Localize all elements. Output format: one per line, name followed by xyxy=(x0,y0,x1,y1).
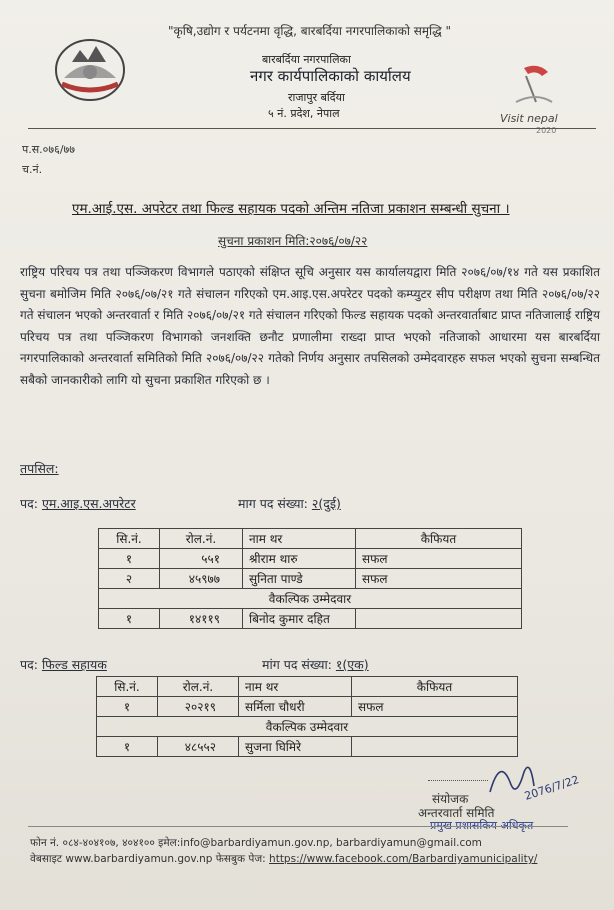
cell-remarks: सफल xyxy=(356,549,522,569)
post-2-label xyxy=(20,656,107,673)
table-row xyxy=(99,609,522,629)
footer-website: वेबसाइट www.barbardiyamun.gov.np फेसबुक पेज: xyxy=(30,853,266,865)
col-header-sn: सि.नं. xyxy=(99,529,160,549)
col-header-sn: सि.नं. xyxy=(97,677,158,697)
municipality-name: बारबर्दिया नगरपालिका xyxy=(262,53,351,66)
visit-nepal-icon xyxy=(486,62,582,142)
cell-sn: २ xyxy=(99,569,160,589)
cell-roll: १४११९ xyxy=(160,609,243,629)
post-1-label xyxy=(20,495,136,512)
address-line: राजापुर बर्दिया xyxy=(288,91,345,104)
cell-roll: ४८५५२ xyxy=(158,737,239,757)
table-header-row xyxy=(99,529,522,549)
table-row xyxy=(99,549,522,569)
col-header-roll: रोल.नं. xyxy=(158,677,239,697)
visit-nepal-text: Visit nepal xyxy=(500,112,558,125)
signature-dotted-line xyxy=(428,780,488,781)
alternate-candidates-label: वैकल्पिक उम्मेदवार xyxy=(97,717,518,737)
reference-number: प.स.०७६/७७ xyxy=(22,143,75,156)
post-1-demand xyxy=(238,495,341,512)
post-1-name: एम.आइ.एस.अपरेटर xyxy=(41,496,136,511)
post-2-prefix: पद: xyxy=(20,657,38,672)
post-1-demand-value: २(दुई) xyxy=(311,496,341,511)
cell-name: बिनोद कुमार दहित xyxy=(243,609,356,629)
cell-roll: ४५९७७ xyxy=(160,569,243,589)
cell-sn: १ xyxy=(97,697,158,717)
alternate-heading-row xyxy=(99,589,522,609)
publish-date: सुचना प्रकाशन मिति:२०७६/०७/२२ xyxy=(218,234,368,248)
col-header-name: नाम थर xyxy=(239,677,352,697)
table-row xyxy=(99,569,522,589)
dispatch-number: च.नं. xyxy=(22,163,43,176)
footer-divider xyxy=(28,826,568,827)
visit-nepal-year: 2020 xyxy=(536,126,557,135)
cell-name: सुजना घिमिरे xyxy=(239,737,352,757)
post-2-demand-value: १(एक) xyxy=(335,657,369,672)
alternate-candidates-label: वैकल्पिक उम्मेदवार xyxy=(99,589,522,609)
handwritten-signature xyxy=(480,752,590,812)
office-name: नगर कार्यपालिकाको कार्यालय xyxy=(250,67,411,85)
cell-sn: १ xyxy=(97,737,158,757)
facebook-link[interactable]: https://www.facebook.com/Barbardiyamunicipality/ xyxy=(269,853,538,865)
slogan: "कृषि,उद्योग र पर्यटनमा वृद्धि, बारबर्दिया नगरपालिकाको समृद्धि " xyxy=(168,24,452,38)
col-header-remarks: कैफियत xyxy=(352,677,518,697)
table-header-row xyxy=(97,677,518,697)
cell-remarks: सफल xyxy=(352,697,518,717)
signatory-committee: अन्तरवार्ता समिति xyxy=(418,806,495,820)
col-header-roll: रोल.नं. xyxy=(160,529,243,549)
col-header-name: नाम थर xyxy=(243,529,356,549)
officer-stamp: प्रमुख प्रशासकिय अधिकृत xyxy=(430,819,534,832)
header-divider xyxy=(28,128,596,129)
footer-contact: फोन नं. ०८४-४०४१०७, ४०४१०० इमेल:info@barbardiyamun.gov.np, barbardiyamun@gmail.com xyxy=(30,837,482,849)
cell-roll: २०२१९ xyxy=(158,697,239,717)
col-header-remarks: कैफियत xyxy=(356,529,522,549)
notice-body: राष्ट्रिय परिचय पत्र तथा पञ्जिकरण विभागले पठाएको संक्षिप्त सूचि अनुसार यस कार्यालयद्वारा मिति २०७६/०७/१४ गते यस प्रकाशित सुचना बमोजिम मिति २०७६/०७/२१ गते संचालन गरिएको एम.आइ.एस.अपरेटर पदको कम्प्युटर सीप परीक्षण तथा मिति २०७६/०७/२२ गते संचालन भएको अन्तरवार्ता र मिति २०७६/०७/२१ गते संचालन गरिएको फिल्ड सहायक पदको अन्तरवार्ताबाट प्राप्त नतिजालाई राष्ट्रिय परिचय पत्र तथा पञ्जिकरण विभागको जनशक्ति छनौट प्रणालीमा राख्दा प्राप्त भएको नतिजाको आधारमा यस बारबर्दिया नगरपालिकाको अन्तरवार्ता समितिको मिति २०७६/०७/२२ गतेको निर्णय अनुसार तपसिलको उम्मेदवारहरु सफल भएको सुचना सम्बन्धित सबैको जानकारीको लागि यो सुचना प्रकाशित गरिएको छ । xyxy=(20,265,600,387)
signatory-title: संयोजक xyxy=(432,792,469,806)
cell-name: सुनिता पाण्डे xyxy=(243,569,356,589)
table-row xyxy=(97,697,518,717)
cell-roll: ५५१ xyxy=(160,549,243,569)
cell-sn: १ xyxy=(99,609,160,629)
table-row xyxy=(97,737,518,757)
cell-name: श्रीराम थारु xyxy=(243,549,356,569)
post-1-results-table xyxy=(98,528,522,629)
post-2-demand xyxy=(262,656,369,673)
post-1-prefix: पद: xyxy=(20,496,38,511)
cell-sn: १ xyxy=(99,549,160,569)
visit-nepal-logo xyxy=(486,62,582,142)
post-1-demand-label: माग पद संख्या: xyxy=(238,496,308,511)
post-2-demand-label: मांग पद संख्या: xyxy=(262,657,332,672)
signature-date: 2076/7/22 xyxy=(522,773,581,803)
post-2-results-table xyxy=(96,676,518,757)
cell-remarks xyxy=(356,609,522,629)
post-2-name: फिल्ड सहायक xyxy=(41,657,107,672)
cell-name: सर्मिला चौधरी xyxy=(239,697,352,717)
footer-web xyxy=(30,852,537,866)
cell-remarks: सफल xyxy=(356,569,522,589)
alternate-heading-row xyxy=(97,717,518,737)
nepal-emblem-icon xyxy=(52,32,128,104)
details-heading: तपसिल: xyxy=(20,461,59,476)
province-line: ५ नं. प्रदेश, नेपाल xyxy=(268,107,340,120)
notice-subject: एम.आई.एस. अपरेटर तथा फिल्ड सहायक पदको अन्तिम नतिजा प्रकाशन सम्बन्धी सुचना । xyxy=(72,201,510,217)
